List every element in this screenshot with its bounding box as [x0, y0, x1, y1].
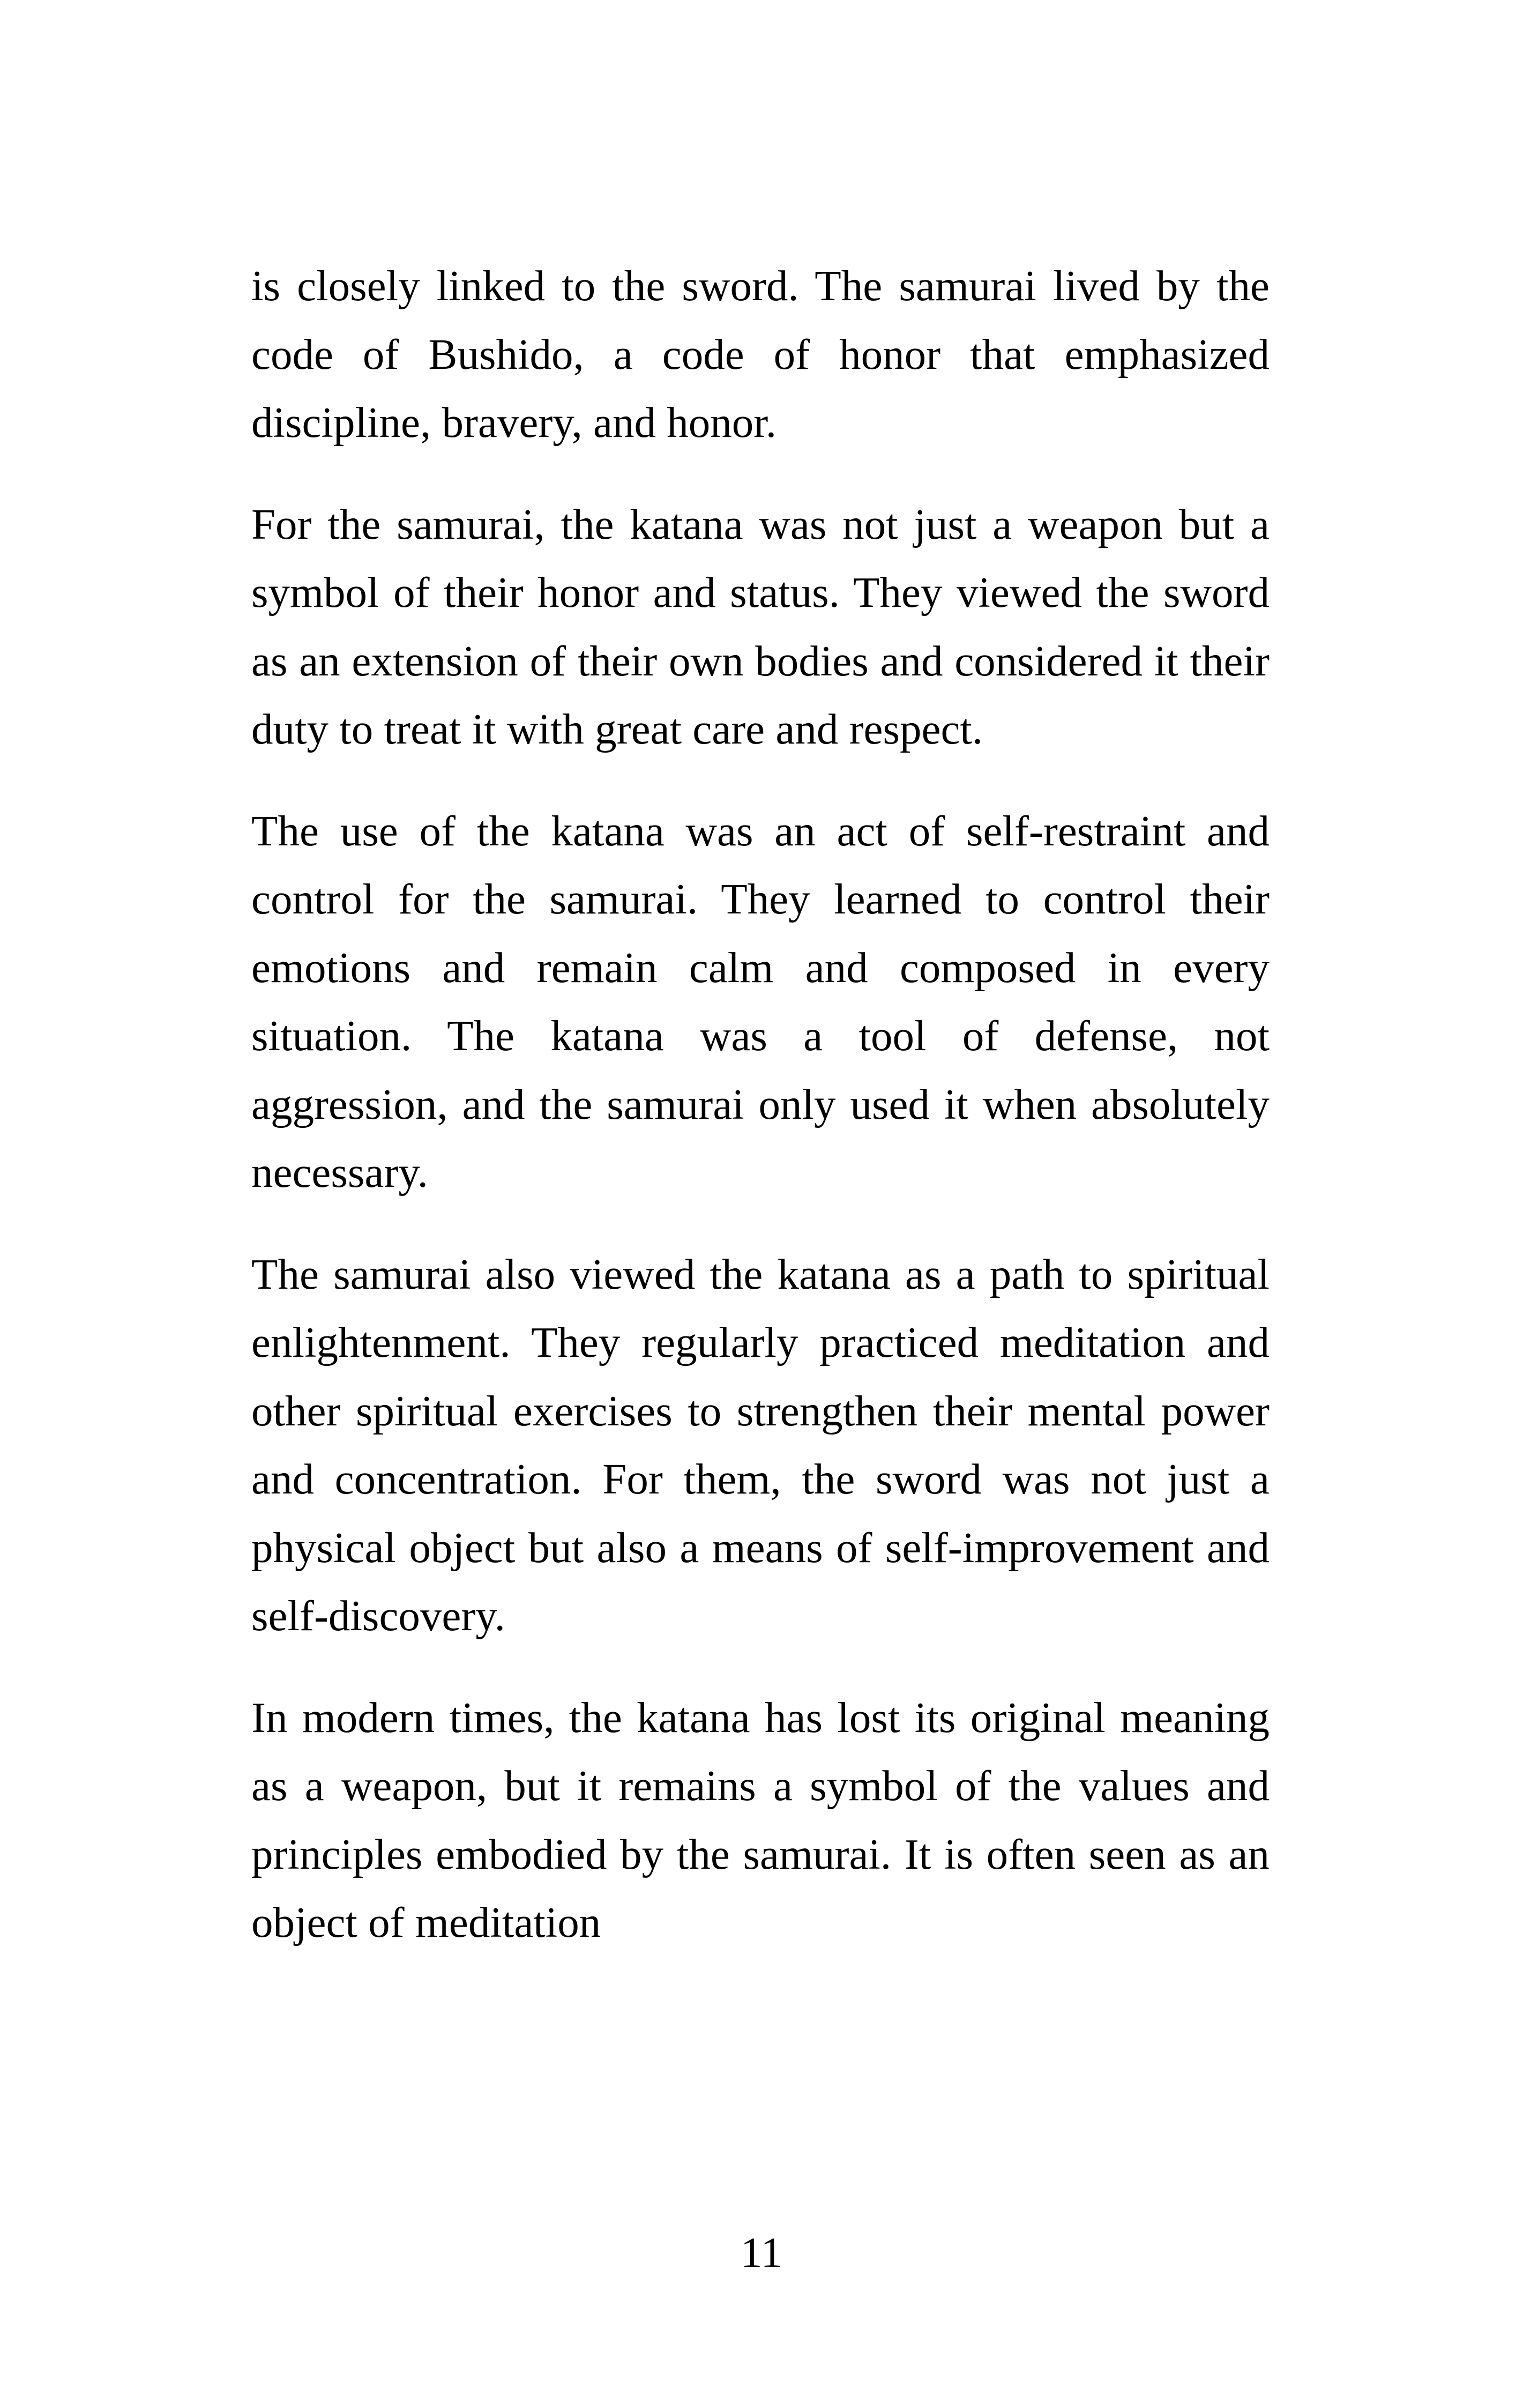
paragraph: is closely linked to the sword. The samurai lived by the code of Bushido, a code of honor that emphasized discipline, bravery, and honor. — [251, 262, 1270, 447]
paragraph: For the samurai, the katana was not just a weapon but a symbol of their honor and status. They viewed the sword as an extension of their own bodies and considered it their duty to treat it with great care and respect. — [251, 500, 1270, 753]
paragraph: In modern times, the katana has lost its original meaning as a weapon, but it remains a symbol of the values and principles embodied by the samurai. It is often seen as an object of meditation — [251, 1693, 1270, 1946]
body-text — [251, 252, 1270, 1990]
paragraph: The samurai also viewed the katana as a path to spiritual enlightenment. They regularly practiced meditation and other spiritual exercises to strengthen their mental power and concentration. For them, the sword was not just a physical object but also a means of self-improvement and self-discovery. — [251, 1250, 1270, 1640]
page-number: 11 — [741, 2228, 782, 2277]
paragraph: The use of the katana was an act of self-restraint and control for the samurai. They learned to control their emotions and remain calm and composed in every situation. The katana was a tool of defense, not aggression, and the samurai only used it when absolutely necessary. — [251, 806, 1270, 1196]
